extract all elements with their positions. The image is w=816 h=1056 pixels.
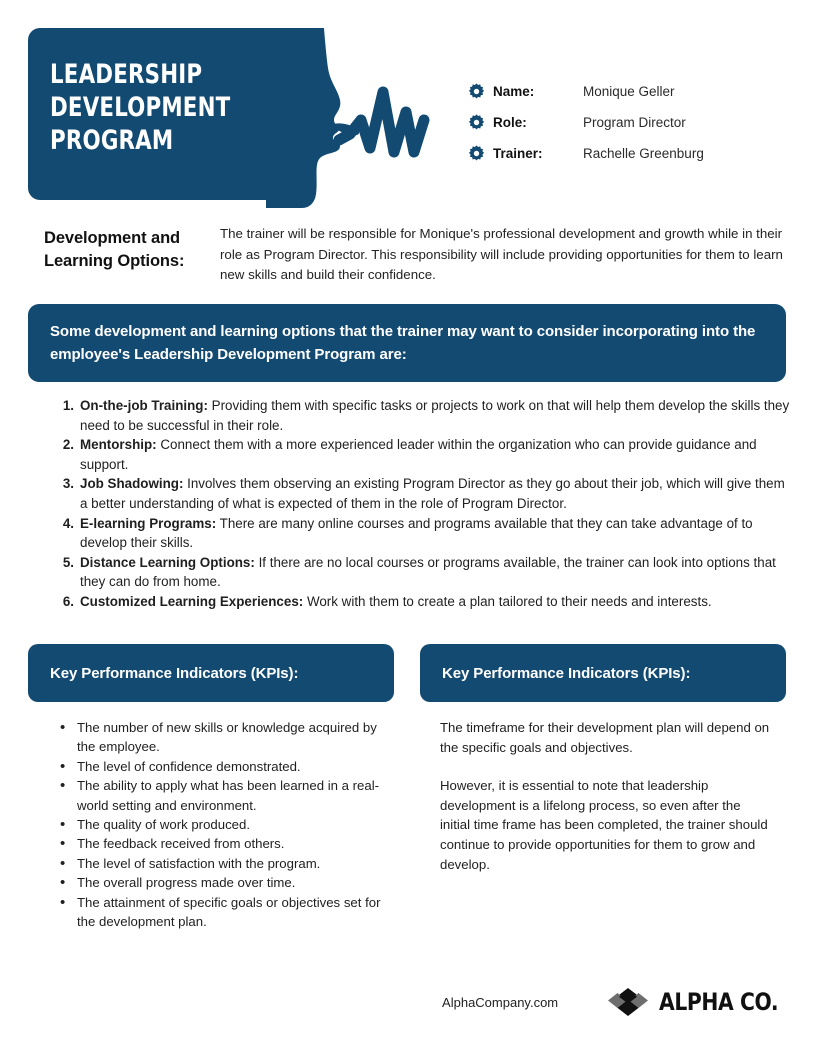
list-item-term: Distance Learning Options: — [80, 554, 255, 570]
list-item-number: 5. — [62, 554, 74, 570]
meta-label-role: Role: — [493, 114, 527, 130]
list-item — [60, 776, 390, 815]
meta-value-trainer: Rachelle Greenburg — [583, 145, 704, 161]
list-item-body — [80, 396, 790, 435]
bullet-text: The level of confidence demonstrated. — [77, 758, 301, 774]
company-website[interactable]: AlphaCompany.com — [442, 994, 559, 1010]
list-item — [60, 592, 790, 612]
bullet-icon: • — [60, 893, 66, 911]
meta-value-role: Program Director — [583, 114, 686, 130]
page-title — [50, 58, 252, 157]
company-name: ALPHA CO. — [659, 988, 779, 1016]
list-item-description: If there are no local courses or programs available, the trainer can look into options that they can do from home. — [80, 554, 776, 590]
intro-heading: Development and Learning Options: — [44, 229, 185, 270]
kpi-timeframe-text — [440, 718, 772, 874]
bullet-text: The number of new skills or knowledge acquired by the employee. — [77, 720, 377, 755]
meta-row-name — [468, 76, 798, 106]
bullet-icon: • — [60, 835, 66, 853]
bullet-icon: • — [60, 816, 66, 834]
page-title-line-1: LEADERSHIP — [50, 59, 203, 90]
meta-row-trainer — [468, 138, 798, 168]
options-banner — [28, 304, 786, 382]
list-item-body — [80, 514, 790, 553]
kpi-header-right — [420, 644, 786, 702]
list-item-description: Providing them with specific tasks or projects to work on that will help them develop the skills they need to be successful in their role. — [80, 398, 790, 433]
bullet-text: The quality of work produced. — [77, 817, 250, 833]
page-title-line-2: DEVELOPMENT — [50, 92, 231, 123]
page-footer — [28, 984, 786, 1020]
kpi-paragraph-2: However, it is essential to note that leadership development is a lifelong process, so even after the initial time frame has been completed, the trainer should continue to provide opportunities for them to grow and develop. — [440, 778, 768, 872]
list-item — [60, 815, 390, 834]
list-item-number: 4. — [62, 515, 74, 531]
list-item — [60, 834, 390, 853]
bullet-icon: • — [60, 777, 66, 795]
list-item — [60, 757, 390, 776]
intro-paragraph: The trainer will be responsible for Monique's professional development and growth while in their role as Program Director. This responsibility will include providing opportunities for them to learn new skills and build their confidence. — [220, 226, 783, 282]
list-item-body — [80, 435, 790, 474]
list-item-term: Customized Learning Experiences: — [80, 593, 304, 609]
list-item-description: Involves them observing an existing Program Director as they go about their job, which will give them a better understanding of what is expected of them in the role of Program Director. — [80, 476, 785, 511]
bullet-text: The level of satisfaction with the program. — [77, 855, 321, 871]
kpi-header-left-text: Key Performance Indicators (KPIs): — [50, 664, 299, 682]
list-item-description: Connect them with a more experienced leader within the organization who can provide guidance and support. — [80, 437, 757, 472]
bullet-icon: • — [60, 757, 66, 775]
list-item-description: There are many online courses and programs available that they can take advantage of to develop their skills. — [80, 515, 753, 551]
kpi-header-left — [28, 644, 394, 702]
options-banner-text: Some development and learning options that the trainer may want to consider incorporating into the employee's Leadership Development Program are: — [50, 323, 756, 363]
list-item — [60, 854, 390, 873]
list-item-number: 1. — [62, 398, 74, 413]
gear-icon — [468, 83, 485, 100]
list-item-term: On-the-job Training: — [80, 398, 208, 413]
bullet-icon: • — [60, 854, 66, 872]
kpi-paragraph-1: The timeframe for their development plan will depend on the specific goals and objectives. — [440, 720, 770, 755]
list-item-body — [80, 592, 790, 612]
meta-value-name: Monique Geller — [583, 83, 675, 99]
meta-row-role — [468, 107, 798, 137]
meta-label-name: Name: — [493, 83, 535, 99]
page-title-line-3: PROGRAM — [50, 125, 174, 156]
gear-icon — [468, 145, 485, 162]
bullet-text: The ability to apply what has been learned in a real-world setting and environment. — [77, 778, 380, 813]
bullet-text: The attainment of specific goals or objectives set for the development plan. — [77, 894, 381, 930]
speaking-head-waveform-icon — [266, 28, 446, 208]
page-header — [28, 28, 790, 200]
list-item-body — [80, 553, 790, 592]
bullet-text: The feedback received from others. — [77, 836, 285, 852]
bullet-icon: • — [60, 874, 66, 892]
list-item — [60, 893, 390, 932]
list-item-term: Job Shadowing: — [80, 476, 184, 492]
meta-label-trainer: Trainer: — [493, 145, 543, 161]
list-item-term: Mentorship: — [80, 437, 157, 453]
list-item-number: 6. — [62, 593, 74, 609]
bullet-text: The overall progress made over time. — [77, 875, 296, 891]
four-diamond-logo-icon — [606, 987, 650, 1017]
list-item-number: 2. — [62, 437, 74, 453]
development-options-list — [60, 396, 790, 612]
intro-section — [28, 222, 790, 286]
list-item — [60, 435, 790, 474]
list-item — [60, 553, 790, 592]
header-meta-list — [468, 76, 798, 169]
list-item-description: Work with them to create a plan tailored to their needs and interests. — [303, 593, 712, 609]
list-item — [60, 873, 390, 892]
list-item-number: 3. — [62, 476, 74, 492]
gear-icon — [468, 114, 485, 131]
list-item-term: E-learning Programs: — [80, 515, 217, 531]
company-logo — [606, 987, 786, 1017]
list-item — [60, 396, 790, 435]
kpi-bullet-list — [60, 718, 390, 931]
list-item — [60, 514, 790, 553]
list-item — [60, 474, 790, 513]
bullet-icon: • — [60, 719, 66, 736]
kpi-header-right-text: Key Performance Indicators (KPIs): — [442, 664, 691, 682]
list-item — [60, 718, 390, 757]
list-item-body — [80, 474, 790, 513]
